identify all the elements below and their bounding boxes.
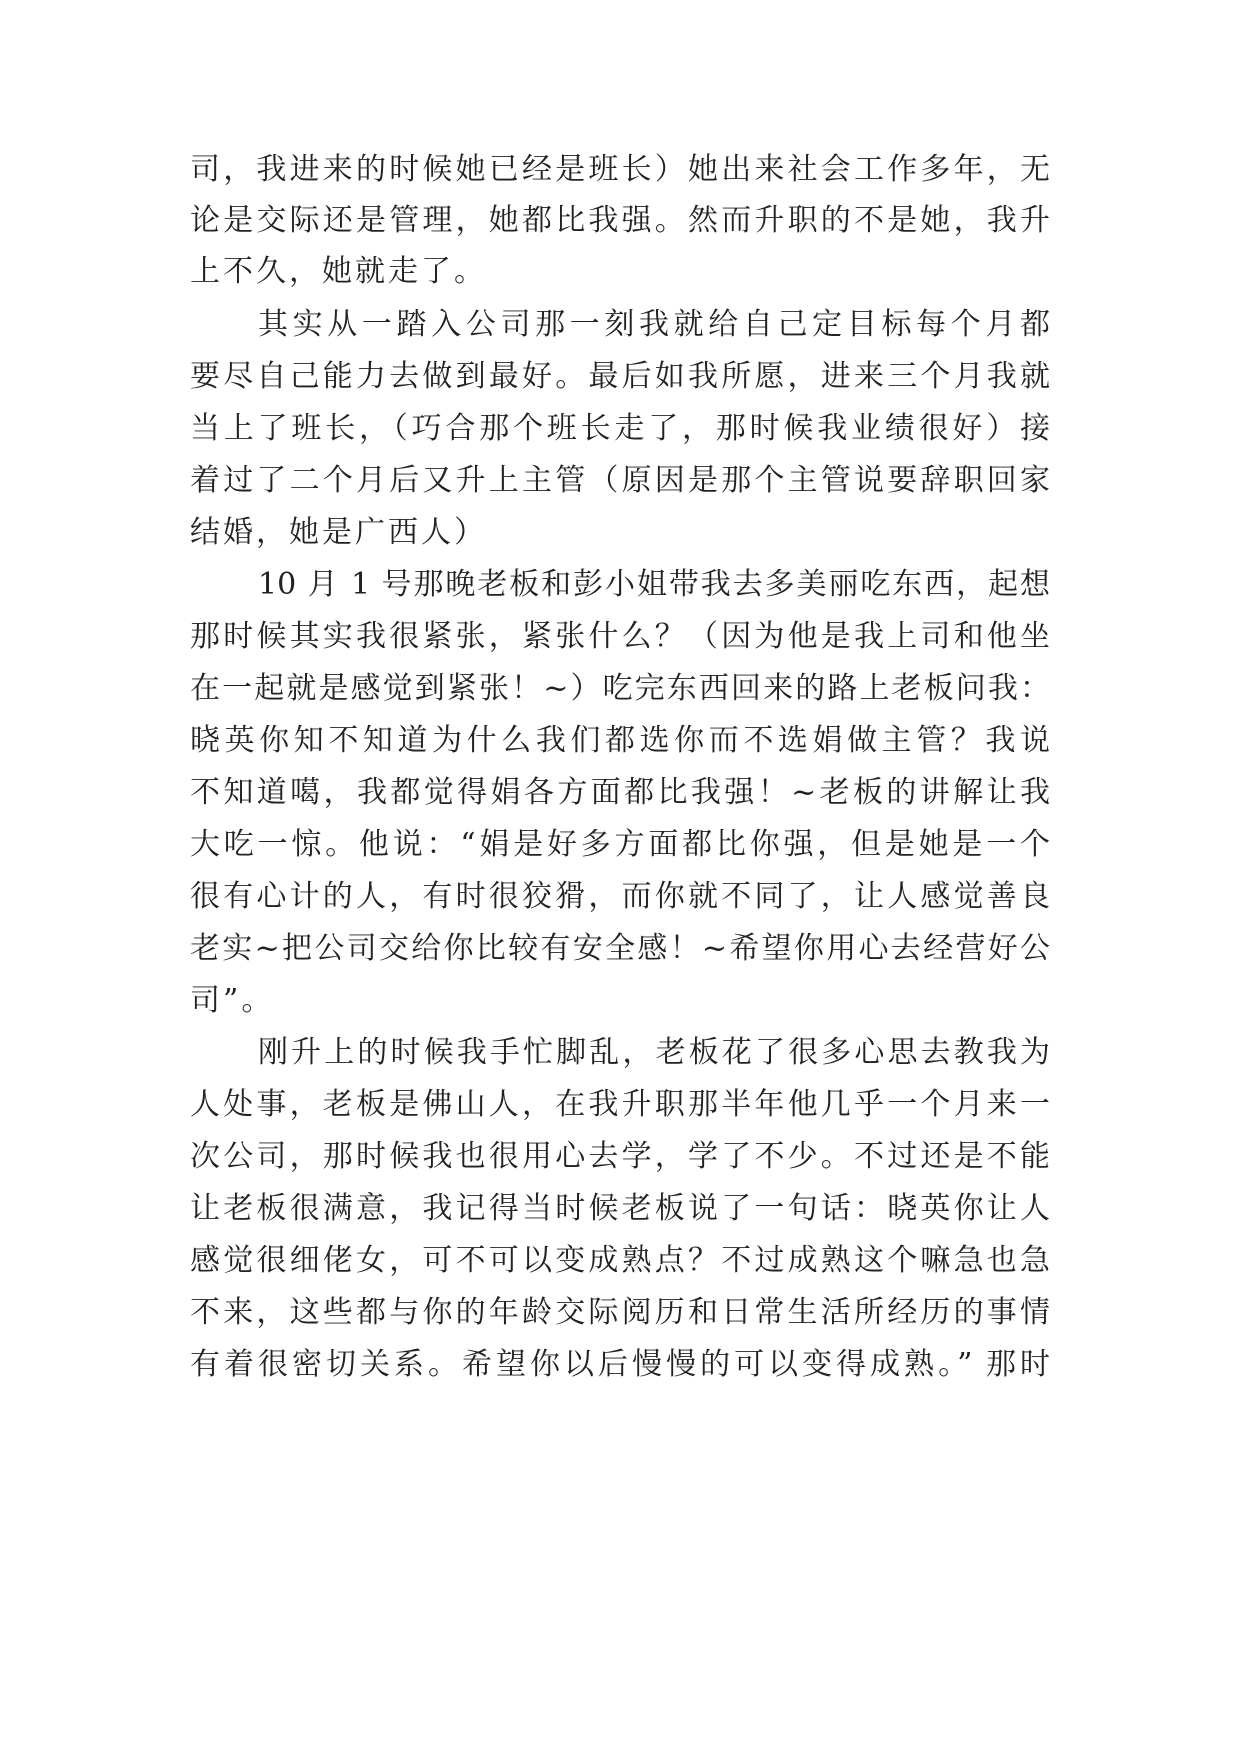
text-line: 大吃一惊。他说：“娟是好多方面都比你强，但是她是一个 bbox=[190, 827, 1050, 862]
text-line: 论是交际还是管理，她都比我强。然而升职的不是她，我升 bbox=[190, 203, 1050, 238]
text-line: 让老板很满意，我记得当时候老板说了一句话：晓英你让人 bbox=[190, 1191, 1050, 1226]
text-line: 当上了班长，（巧合那个班长走了，那时候我业绩很好）接 bbox=[190, 411, 1050, 446]
text-line: 那时候其实我很紧张，紧张什么？（因为他是我上司和他坐 bbox=[190, 619, 1050, 654]
paragraph-first-line: 刚升上的时候我手忙脚乱，老板花了很多心思去教我为 bbox=[258, 1035, 1050, 1070]
paragraph-first-line: 10 月 1 号那晚老板和彭小姐带我去多美丽吃东西，起想 bbox=[258, 567, 1050, 602]
text-line: 不知道噶，我都觉得娟各方面都比我强！~老板的讲解让我 bbox=[190, 775, 1050, 810]
text-line: 着过了二个月后又升上主管（原因是那个主管说要辞职回家 bbox=[190, 463, 1050, 498]
text-line: 不来，这些都与你的年龄交际阅历和日常生活所经历的事情 bbox=[190, 1295, 1050, 1330]
text-line: 很有心计的人，有时很狡猾，而你就不同了，让人感觉善良 bbox=[190, 879, 1050, 914]
text-line: 司”。 bbox=[190, 983, 275, 1018]
text-line: 次公司，那时候我也很用心去学，学了不少。不过还是不能 bbox=[190, 1139, 1050, 1174]
text-line: 上不久，她就走了。 bbox=[190, 254, 487, 289]
text-line: 司，我进来的时候她已经是班长）她出来社会工作多年，无 bbox=[190, 152, 1050, 187]
text-line: 感觉很细佬女，可不可以变成熟点？不过成熟这个嘛急也急 bbox=[190, 1243, 1050, 1278]
text-line: 结婚，她是广西人） bbox=[190, 515, 487, 550]
text-line: 有着很密切关系。希望你以后慢慢的可以变得成熟。” 那时 bbox=[190, 1347, 1050, 1382]
text-line: 晓英你知不知道为什么我们都选你而不选娟做主管？我说 bbox=[190, 723, 1050, 758]
paragraph-first-line: 其实从一踏入公司那一刻我就给自己定目标每个月都 bbox=[258, 307, 1050, 342]
text-line: 老实~把公司交给你比较有安全感！~希望你用心去经营好公 bbox=[190, 931, 1050, 966]
text-line: 要尽自己能力去做到最好。最后如我所愿，进来三个月我就 bbox=[190, 359, 1050, 394]
text-line: 人处事，老板是佛山人，在我升职那半年他几乎一个月来一 bbox=[190, 1087, 1050, 1122]
text-line: 在一起就是感觉到紧张！~）吃完东西回来的路上老板问我： bbox=[190, 671, 1050, 706]
